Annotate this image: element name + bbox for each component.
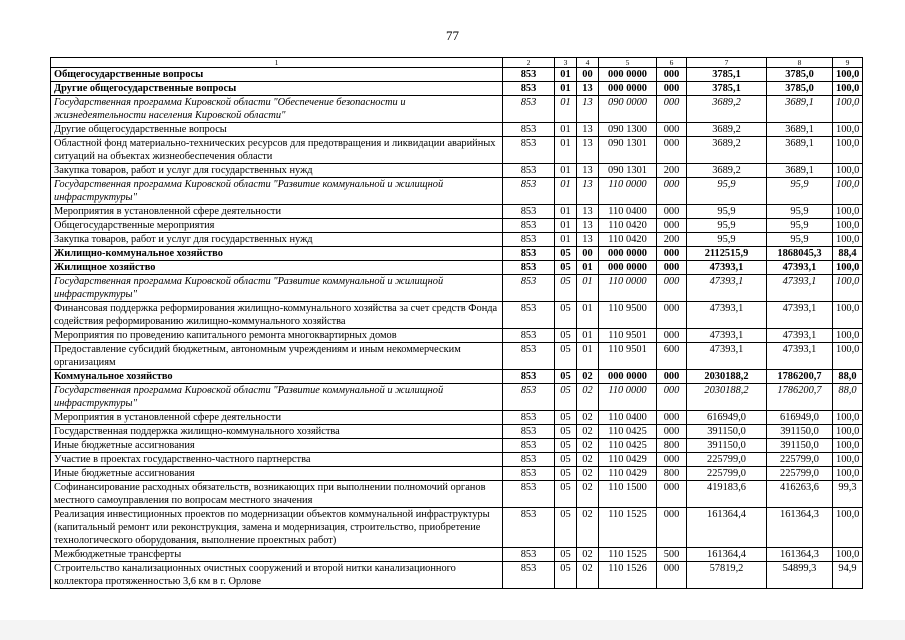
cell-subsection: 02	[577, 411, 599, 425]
cell-target-article: 000 0000	[599, 261, 657, 275]
cell-section: 01	[555, 123, 577, 137]
row-label: Коммунальное хозяйство	[51, 370, 503, 384]
cell-target-article: 000 0000	[599, 370, 657, 384]
cell-ministry-code: 853	[503, 68, 555, 82]
cell-ministry-code: 853	[503, 425, 555, 439]
cell-executed: 3785,0	[767, 82, 833, 96]
cell-percent: 100,0	[833, 411, 863, 425]
cell-executed: 161364,3	[767, 508, 833, 548]
cell-expense-type: 000	[657, 411, 687, 425]
cell-section: 05	[555, 439, 577, 453]
table-row	[51, 261, 863, 275]
cell-ministry-code: 853	[503, 548, 555, 562]
table-row	[51, 411, 863, 425]
column-number-row	[51, 58, 863, 68]
cell-subsection: 13	[577, 137, 599, 164]
cell-subsection: 01	[577, 275, 599, 302]
cell-ministry-code: 853	[503, 508, 555, 548]
cell-percent: 100,0	[833, 439, 863, 453]
cell-expense-type: 000	[657, 219, 687, 233]
column-number: 7	[687, 58, 767, 68]
row-label: Государственная поддержка жилищно-коммунального хозяйства	[51, 425, 503, 439]
cell-executed: 3689,1	[767, 123, 833, 137]
row-label: Иные бюджетные ассигнования	[51, 439, 503, 453]
row-label: Общегосударственные вопросы	[51, 68, 503, 82]
row-label: Закупка товаров, работ и услуг для государственных нужд	[51, 233, 503, 247]
cell-section: 01	[555, 219, 577, 233]
cell-target-article: 110 1525	[599, 548, 657, 562]
cell-executed: 47393,1	[767, 275, 833, 302]
cell-executed: 95,9	[767, 219, 833, 233]
cell-executed: 1868045,3	[767, 247, 833, 261]
cell-target-article: 110 9501	[599, 343, 657, 370]
table-row	[51, 96, 863, 123]
cell-ministry-code: 853	[503, 247, 555, 261]
table-row	[51, 467, 863, 481]
cell-target-article: 110 0425	[599, 439, 657, 453]
cell-subsection: 01	[577, 302, 599, 329]
table-row	[51, 233, 863, 247]
cell-subsection: 02	[577, 384, 599, 411]
table-row	[51, 425, 863, 439]
cell-planned: 3689,2	[687, 96, 767, 123]
cell-percent: 100,0	[833, 96, 863, 123]
cell-percent: 100,0	[833, 453, 863, 467]
cell-executed: 95,9	[767, 233, 833, 247]
cell-planned: 161364,4	[687, 548, 767, 562]
cell-executed: 95,9	[767, 178, 833, 205]
cell-section: 01	[555, 68, 577, 82]
row-label: Строительство канализационных очистных сооружений и второй нитки канализационного коллектора протяженностью 3,6 км в г. Орлове	[51, 562, 503, 589]
page-number: 77	[446, 28, 459, 43]
cell-planned: 3689,2	[687, 123, 767, 137]
cell-executed: 391150,0	[767, 425, 833, 439]
cell-expense-type: 000	[657, 453, 687, 467]
cell-percent: 100,0	[833, 137, 863, 164]
cell-planned: 3785,1	[687, 68, 767, 82]
cell-section: 01	[555, 137, 577, 164]
cell-ministry-code: 853	[503, 411, 555, 425]
cell-executed: 416263,6	[767, 481, 833, 508]
cell-target-article: 110 0000	[599, 178, 657, 205]
table-row	[51, 384, 863, 411]
cell-planned: 225799,0	[687, 453, 767, 467]
cell-section: 05	[555, 343, 577, 370]
cell-expense-type: 000	[657, 178, 687, 205]
table-row	[51, 329, 863, 343]
cell-target-article: 110 1500	[599, 481, 657, 508]
cell-subsection: 01	[577, 261, 599, 275]
cell-subsection: 02	[577, 508, 599, 548]
cell-expense-type: 000	[657, 96, 687, 123]
cell-expense-type: 000	[657, 68, 687, 82]
cell-section: 01	[555, 82, 577, 96]
cell-expense-type: 200	[657, 233, 687, 247]
table-row	[51, 123, 863, 137]
cell-executed: 3689,1	[767, 96, 833, 123]
cell-target-article: 110 0425	[599, 425, 657, 439]
table-row	[51, 137, 863, 164]
column-number: 3	[555, 58, 577, 68]
cell-expense-type: 000	[657, 137, 687, 164]
cell-section: 05	[555, 302, 577, 329]
cell-percent: 100,0	[833, 329, 863, 343]
cell-section: 05	[555, 508, 577, 548]
row-label: Закупка товаров, работ и услуг для государственных нужд	[51, 164, 503, 178]
cell-subsection: 02	[577, 370, 599, 384]
cell-target-article: 000 0000	[599, 247, 657, 261]
cell-percent: 100,0	[833, 164, 863, 178]
cell-percent: 100,0	[833, 425, 863, 439]
cell-target-article: 110 0429	[599, 453, 657, 467]
cell-section: 05	[555, 481, 577, 508]
cell-target-article: 110 0000	[599, 384, 657, 411]
cell-expense-type: 000	[657, 302, 687, 329]
cell-percent: 100,0	[833, 302, 863, 329]
cell-section: 01	[555, 233, 577, 247]
cell-subsection: 02	[577, 481, 599, 508]
column-number: 8	[767, 58, 833, 68]
cell-expense-type: 000	[657, 481, 687, 508]
cell-percent: 100,0	[833, 123, 863, 137]
cell-planned: 95,9	[687, 233, 767, 247]
cell-planned: 47393,1	[687, 261, 767, 275]
row-label: Мероприятия в установленной сфере деятельности	[51, 411, 503, 425]
row-label: Другие общегосударственные вопросы	[51, 82, 503, 96]
cell-ministry-code: 853	[503, 562, 555, 589]
table-row	[51, 508, 863, 548]
row-label: Мероприятия в установленной сфере деятельности	[51, 205, 503, 219]
cell-section: 05	[555, 384, 577, 411]
row-label: Другие общегосударственные вопросы	[51, 123, 503, 137]
cell-ministry-code: 853	[503, 343, 555, 370]
cell-percent: 100,0	[833, 219, 863, 233]
cell-target-article: 110 0400	[599, 411, 657, 425]
cell-executed: 54899,3	[767, 562, 833, 589]
cell-section: 05	[555, 562, 577, 589]
cell-executed: 391150,0	[767, 439, 833, 453]
scan-edge	[0, 620, 905, 640]
cell-ministry-code: 853	[503, 261, 555, 275]
cell-subsection: 13	[577, 205, 599, 219]
cell-section: 05	[555, 370, 577, 384]
cell-planned: 391150,0	[687, 439, 767, 453]
cell-expense-type: 000	[657, 275, 687, 302]
cell-planned: 95,9	[687, 219, 767, 233]
cell-subsection: 02	[577, 467, 599, 481]
cell-ministry-code: 853	[503, 96, 555, 123]
table-body	[51, 68, 863, 589]
cell-ministry-code: 853	[503, 481, 555, 508]
cell-planned: 57819,2	[687, 562, 767, 589]
cell-subsection: 13	[577, 123, 599, 137]
table-row	[51, 247, 863, 261]
cell-percent: 100,0	[833, 233, 863, 247]
cell-percent: 100,0	[833, 548, 863, 562]
cell-executed: 161364,3	[767, 548, 833, 562]
cell-planned: 419183,6	[687, 481, 767, 508]
table-row	[51, 548, 863, 562]
cell-target-article: 110 0420	[599, 233, 657, 247]
cell-target-article: 090 1301	[599, 137, 657, 164]
cell-target-article: 000 0000	[599, 82, 657, 96]
cell-expense-type: 500	[657, 548, 687, 562]
cell-planned: 95,9	[687, 205, 767, 219]
cell-section: 01	[555, 205, 577, 219]
cell-subsection: 00	[577, 247, 599, 261]
cell-percent: 88,0	[833, 384, 863, 411]
cell-expense-type: 000	[657, 562, 687, 589]
table-row	[51, 481, 863, 508]
column-number: 5	[599, 58, 657, 68]
cell-section: 05	[555, 247, 577, 261]
cell-executed: 47393,1	[767, 261, 833, 275]
cell-subsection: 13	[577, 178, 599, 205]
row-label: Межбюджетные трансферты	[51, 548, 503, 562]
table-row	[51, 178, 863, 205]
cell-expense-type: 000	[657, 384, 687, 411]
table-row	[51, 275, 863, 302]
cell-expense-type: 000	[657, 247, 687, 261]
row-label: Участие в проектах государственно-частного партнерства	[51, 453, 503, 467]
cell-planned: 47393,1	[687, 329, 767, 343]
cell-subsection: 13	[577, 219, 599, 233]
cell-ministry-code: 853	[503, 178, 555, 205]
cell-planned: 391150,0	[687, 425, 767, 439]
cell-percent: 100,0	[833, 343, 863, 370]
cell-executed: 47393,1	[767, 302, 833, 329]
cell-expense-type: 800	[657, 439, 687, 453]
cell-section: 05	[555, 425, 577, 439]
cell-section: 01	[555, 178, 577, 205]
cell-target-article: 090 1300	[599, 123, 657, 137]
cell-target-article: 110 0400	[599, 205, 657, 219]
row-label: Жилищно-коммунальное хозяйство	[51, 247, 503, 261]
column-number: 2	[503, 58, 555, 68]
cell-expense-type: 000	[657, 508, 687, 548]
cell-target-article: 000 0000	[599, 68, 657, 82]
cell-section: 05	[555, 411, 577, 425]
cell-planned: 225799,0	[687, 467, 767, 481]
table-row	[51, 453, 863, 467]
cell-expense-type: 000	[657, 370, 687, 384]
table-row	[51, 562, 863, 589]
cell-ministry-code: 853	[503, 329, 555, 343]
cell-subsection: 01	[577, 329, 599, 343]
cell-percent: 100,0	[833, 261, 863, 275]
row-label: Общегосударственные мероприятия	[51, 219, 503, 233]
cell-section: 05	[555, 275, 577, 302]
cell-subsection: 13	[577, 96, 599, 123]
cell-ministry-code: 853	[503, 164, 555, 178]
row-label: Жилищное хозяйство	[51, 261, 503, 275]
cell-expense-type: 200	[657, 164, 687, 178]
cell-expense-type: 000	[657, 261, 687, 275]
cell-expense-type: 000	[657, 123, 687, 137]
cell-target-article: 110 0420	[599, 219, 657, 233]
cell-executed: 225799,0	[767, 453, 833, 467]
cell-executed: 47393,1	[767, 329, 833, 343]
cell-percent: 94,9	[833, 562, 863, 589]
cell-planned: 95,9	[687, 178, 767, 205]
cell-executed: 3689,1	[767, 164, 833, 178]
table-row	[51, 343, 863, 370]
table-row	[51, 82, 863, 96]
cell-executed: 95,9	[767, 205, 833, 219]
cell-executed: 1786200,7	[767, 384, 833, 411]
table-row	[51, 370, 863, 384]
cell-ministry-code: 853	[503, 370, 555, 384]
cell-subsection: 13	[577, 233, 599, 247]
cell-target-article: 110 1525	[599, 508, 657, 548]
table-row	[51, 68, 863, 82]
cell-expense-type: 000	[657, 205, 687, 219]
cell-percent: 100,0	[833, 508, 863, 548]
cell-target-article: 110 9500	[599, 302, 657, 329]
cell-subsection: 02	[577, 562, 599, 589]
cell-subsection: 02	[577, 453, 599, 467]
cell-ministry-code: 853	[503, 82, 555, 96]
cell-executed: 225799,0	[767, 467, 833, 481]
cell-planned: 47393,1	[687, 343, 767, 370]
cell-percent: 100,0	[833, 178, 863, 205]
row-label: Государственная программа Кировской области "Развитие коммунальной и жилищной инфраструктуры"	[51, 275, 503, 302]
cell-ministry-code: 853	[503, 219, 555, 233]
cell-target-article: 110 9501	[599, 329, 657, 343]
cell-expense-type: 000	[657, 82, 687, 96]
row-label: Государственная программа Кировской области "Обеспечение безопасности и жизнедеятельности населения Кировской области"	[51, 96, 503, 123]
cell-planned: 2030188,2	[687, 370, 767, 384]
table-row	[51, 205, 863, 219]
cell-executed: 3785,0	[767, 68, 833, 82]
table-row	[51, 439, 863, 453]
cell-expense-type: 800	[657, 467, 687, 481]
row-label: Софинансирование расходных обязательств, возникающих при выполнении полномочий органов местного самоуправления по вопросам местного значения	[51, 481, 503, 508]
cell-planned: 3785,1	[687, 82, 767, 96]
cell-ministry-code: 853	[503, 205, 555, 219]
cell-subsection: 02	[577, 439, 599, 453]
cell-ministry-code: 853	[503, 137, 555, 164]
budget-table	[50, 57, 863, 589]
cell-target-article: 090 0000	[599, 96, 657, 123]
cell-expense-type: 000	[657, 425, 687, 439]
cell-planned: 47393,1	[687, 275, 767, 302]
cell-percent: 100,0	[833, 275, 863, 302]
cell-subsection: 00	[577, 68, 599, 82]
column-number: 4	[577, 58, 599, 68]
cell-ministry-code: 853	[503, 453, 555, 467]
cell-planned: 3689,2	[687, 137, 767, 164]
column-number: 6	[657, 58, 687, 68]
cell-percent: 99,3	[833, 481, 863, 508]
row-label: Государственная программа Кировской области "Развитие коммунальной и жилищной инфраструктуры"	[51, 384, 503, 411]
cell-ministry-code: 853	[503, 384, 555, 411]
cell-planned: 2112515,9	[687, 247, 767, 261]
cell-executed: 616949,0	[767, 411, 833, 425]
cell-executed: 1786200,7	[767, 370, 833, 384]
row-label: Государственная программа Кировской области "Развитие коммунальной и жилищной инфраструктуры"	[51, 178, 503, 205]
cell-percent: 88,0	[833, 370, 863, 384]
cell-ministry-code: 853	[503, 233, 555, 247]
table-row	[51, 164, 863, 178]
cell-section: 01	[555, 164, 577, 178]
cell-section: 05	[555, 329, 577, 343]
row-label: Мероприятия по проведению капитального ремонта многоквартирных домов	[51, 329, 503, 343]
row-label: Областной фонд материально-технических ресурсов для предотвращения и ликвидации аварийных ситуаций на объектах жизнеобеспечения области	[51, 137, 503, 164]
cell-ministry-code: 853	[503, 467, 555, 481]
table-row	[51, 219, 863, 233]
cell-subsection: 01	[577, 343, 599, 370]
cell-percent: 100,0	[833, 467, 863, 481]
cell-planned: 161364,4	[687, 508, 767, 548]
cell-section: 05	[555, 467, 577, 481]
cell-expense-type: 600	[657, 343, 687, 370]
cell-target-article: 090 1301	[599, 164, 657, 178]
table-row	[51, 302, 863, 329]
cell-executed: 47393,1	[767, 343, 833, 370]
cell-percent: 88,4	[833, 247, 863, 261]
cell-planned: 47393,1	[687, 302, 767, 329]
cell-percent: 100,0	[833, 68, 863, 82]
cell-percent: 100,0	[833, 205, 863, 219]
cell-executed: 3689,1	[767, 137, 833, 164]
cell-target-article: 110 1526	[599, 562, 657, 589]
cell-section: 05	[555, 548, 577, 562]
cell-ministry-code: 853	[503, 123, 555, 137]
cell-expense-type: 000	[657, 329, 687, 343]
column-number: 9	[833, 58, 863, 68]
cell-ministry-code: 853	[503, 275, 555, 302]
cell-ministry-code: 853	[503, 439, 555, 453]
row-label: Реализация инвестиционных проектов по модернизации объектов коммунальной инфраструктуры (капитальный ремонт или реконструкция, замена и модернизация, строительство, приобретение технологического оборудования, выполнение проектных работ)	[51, 508, 503, 548]
cell-section: 05	[555, 261, 577, 275]
cell-target-article: 110 0000	[599, 275, 657, 302]
row-label: Предоставление субсидий бюджетным, автономным учреждениям и иным некоммерческим организациям	[51, 343, 503, 370]
cell-section: 01	[555, 96, 577, 123]
cell-subsection: 02	[577, 548, 599, 562]
cell-percent: 100,0	[833, 82, 863, 96]
cell-planned: 2030188,2	[687, 384, 767, 411]
cell-planned: 3689,2	[687, 164, 767, 178]
cell-subsection: 02	[577, 425, 599, 439]
cell-subsection: 13	[577, 82, 599, 96]
cell-section: 05	[555, 453, 577, 467]
column-number: 1	[51, 58, 503, 68]
row-label: Финансовая поддержка реформирования жилищно-коммунального хозяйства за счет средств Фонда содействия реформированию жилищно-коммунального хозяйства	[51, 302, 503, 329]
cell-subsection: 13	[577, 164, 599, 178]
cell-target-article: 110 0429	[599, 467, 657, 481]
cell-planned: 616949,0	[687, 411, 767, 425]
row-label: Иные бюджетные ассигнования	[51, 467, 503, 481]
cell-ministry-code: 853	[503, 302, 555, 329]
